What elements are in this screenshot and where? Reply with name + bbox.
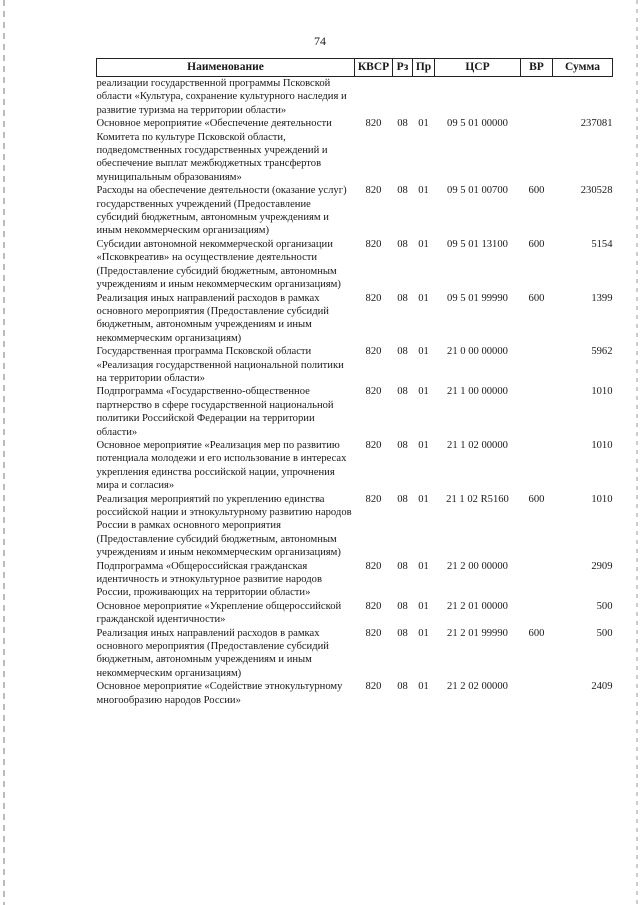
- cell-vr: 600: [528, 238, 545, 250]
- cell-vr: [521, 439, 553, 493]
- cell-pr: 01: [418, 560, 429, 572]
- cell-pr: 01: [418, 118, 429, 130]
- cell-csr: 21 2 02 00000: [447, 681, 508, 693]
- cell-rz: 08: [397, 346, 408, 358]
- cell-rz: 08: [397, 600, 408, 612]
- cell-sum: 2409: [591, 681, 613, 693]
- cell-csr: 21 2 01 99990: [447, 627, 508, 639]
- cell-csr: 09 5 01 00000: [447, 118, 508, 130]
- cell-kvsr: 820: [365, 118, 382, 130]
- table-row: [97, 627, 613, 681]
- cell-vr: 600: [528, 493, 545, 505]
- cell-vr: [521, 385, 553, 439]
- cell-name: Подпрограмма «Общероссийская гражданская идентичность и этнокультурное развитие народов России, проживающих на территории области»: [96, 560, 322, 599]
- cell-sum: 230528: [580, 185, 613, 197]
- cell-sum: 1399: [591, 292, 613, 304]
- cell-vr: 600: [528, 185, 545, 197]
- cell-pr: 01: [418, 681, 429, 693]
- cell-sum: 5154: [591, 238, 613, 250]
- cell-name: Расходы на обеспечение деятельности (оказание услуг) государственных учреждений (Предоставление субсидий бюджетным, автономным учреждениям и иным некоммерческим организациям): [96, 185, 347, 237]
- cell-kvsr: 820: [365, 627, 382, 639]
- cell-kvsr: 820: [365, 346, 382, 358]
- cell-vr: [521, 560, 553, 600]
- cell-name: Реализация иных направлений расходов в рамках основного мероприятия (Предоставление субсидий бюджетным, автономным учреждениям и иным некоммерческим организациям): [96, 627, 329, 679]
- cell-pr: 01: [418, 185, 429, 197]
- header-pr: Пр: [413, 59, 435, 77]
- cell-kvsr: [355, 77, 393, 118]
- cell-name: Основное мероприятие «Укрепление общероссийской гражданской идентичности»: [96, 600, 342, 626]
- table-row: [97, 345, 613, 385]
- cell-name: Реализация иных направлений расходов в рамках основного мероприятия (Предоставление субсидий бюджетным, автономным учреждениям и иным некоммерческим организациям): [96, 292, 329, 344]
- page-number: 74: [314, 34, 326, 48]
- cell-vr: [521, 345, 553, 385]
- cell-sum: 2909: [591, 560, 613, 572]
- cell-vr: 600: [528, 292, 545, 304]
- cell-sum: 1010: [591, 386, 613, 398]
- header-vr: ВР: [521, 59, 553, 77]
- cell-kvsr: 820: [365, 386, 382, 398]
- table-row: [97, 493, 613, 560]
- table-row: [97, 184, 613, 238]
- table-row: [97, 385, 613, 439]
- cell-rz: 08: [397, 681, 408, 693]
- table-body: [97, 77, 613, 708]
- cell-pr: 01: [418, 386, 429, 398]
- header-csr: ЦСР: [435, 59, 521, 77]
- cell-pr: 01: [418, 627, 429, 639]
- header-name: Наименование: [97, 59, 355, 77]
- table-row: [97, 439, 613, 493]
- cell-csr: 21 2 01 00000: [447, 600, 508, 612]
- cell-name: реализации государственной программы Псковской области «Культура, сохранение культурного наследия и развитие туризма на территории области»: [96, 78, 347, 116]
- cell-pr: [413, 77, 435, 118]
- table-row: [97, 117, 613, 184]
- cell-pr: 01: [418, 292, 429, 304]
- cell-csr: 09 5 01 13100: [447, 238, 508, 250]
- table-row: [97, 560, 613, 600]
- cell-csr: [435, 77, 521, 118]
- header-kvsr: КВСР: [355, 59, 393, 77]
- cell-rz: 08: [397, 439, 408, 451]
- header-sum: Сумма: [553, 59, 613, 77]
- cell-pr: 01: [418, 439, 429, 451]
- cell-pr: 01: [418, 493, 429, 505]
- cell-sum: 500: [596, 600, 613, 612]
- table-row: [97, 77, 613, 118]
- cell-name: Подпрограмма «Государственно-общественное партнерство в сфере государственной национальной политики Российской Федерации на территории области»: [96, 386, 334, 438]
- cell-rz: 08: [397, 627, 408, 639]
- header-rz: Рз: [393, 59, 413, 77]
- cell-kvsr: 820: [365, 238, 382, 250]
- cell-csr: 21 2 00 00000: [447, 560, 508, 572]
- cell-sum: 500: [596, 627, 613, 639]
- cell-rz: 08: [397, 493, 408, 505]
- cell-sum: 1010: [591, 493, 613, 505]
- cell-csr: 09 5 01 00700: [447, 185, 508, 197]
- table-header-row: [97, 59, 613, 77]
- cell-rz: 08: [397, 386, 408, 398]
- cell-rz: [393, 77, 413, 118]
- cell-name: Субсидии автономной некоммерческой организации «Псковкреатив» на осуществление деятельности (Предоставление субсидий бюджетным, автономным учреждениям и иным некоммерческим организациям): [96, 238, 341, 291]
- budget-table: [96, 58, 613, 707]
- cell-name: Основное мероприятие «Реализация мер по развитию потенциала молодежи и его использование в интересах укрепления единства российской нации, упрочнения мира и согласия»: [96, 439, 347, 492]
- table-row: [97, 238, 613, 292]
- cell-sum: 237081: [580, 118, 613, 130]
- cell-rz: 08: [397, 292, 408, 304]
- cell-rz: 08: [397, 185, 408, 197]
- cell-kvsr: 820: [365, 600, 382, 612]
- cell-csr: 09 5 01 99990: [447, 292, 508, 304]
- cell-kvsr: 820: [365, 439, 382, 451]
- cell-vr: [521, 117, 553, 184]
- cell-sum: 5962: [591, 346, 613, 358]
- cell-csr: 21 1 00 00000: [447, 386, 508, 398]
- cell-csr: 21 1 02 R5160: [446, 493, 509, 505]
- cell-rz: 08: [397, 560, 408, 572]
- cell-name: Основное мероприятие «Обеспечение деятельности Комитета по культуре Псковской области, подведомственных государственных учреждений и обеспечение выплат межбюджетных трансфертов муниципальным образованиям»: [96, 118, 332, 183]
- scan-edge-right: [636, 0, 638, 905]
- cell-kvsr: 820: [365, 292, 382, 304]
- cell-rz: 08: [397, 238, 408, 250]
- cell-name: Государственная программа Псковской области «Реализация государственной национальной политики на территории области»: [96, 346, 344, 384]
- cell-kvsr: 820: [365, 185, 382, 197]
- cell-vr: 600: [528, 627, 545, 639]
- table-row: [97, 680, 613, 707]
- cell-vr: [521, 600, 553, 627]
- table-row: [97, 600, 613, 627]
- cell-sum: [553, 77, 613, 118]
- cell-kvsr: 820: [365, 493, 382, 505]
- cell-sum: 1010: [591, 439, 613, 451]
- cell-pr: 01: [418, 238, 429, 250]
- cell-pr: 01: [418, 600, 429, 612]
- cell-vr: [521, 680, 553, 707]
- cell-name: Реализация мероприятий по укреплению единства российской нации и этнокультурному развитию народов России в рамках основного мероприятия (Предоставление субсидий бюджетным, автономным учреждениям и иным некоммерческим организациям): [96, 493, 352, 559]
- table-row: [97, 292, 613, 346]
- scan-edge-left: [3, 0, 5, 905]
- cell-name: Основное мероприятие «Содействие этнокультурному многообразию народов России»: [96, 681, 343, 706]
- cell-vr: [521, 77, 553, 118]
- cell-pr: 01: [418, 346, 429, 358]
- cell-csr: 21 1 02 00000: [447, 439, 508, 451]
- cell-rz: 08: [397, 118, 408, 130]
- cell-csr: 21 0 00 00000: [447, 346, 508, 358]
- cell-kvsr: 820: [365, 560, 382, 572]
- cell-kvsr: 820: [365, 681, 382, 693]
